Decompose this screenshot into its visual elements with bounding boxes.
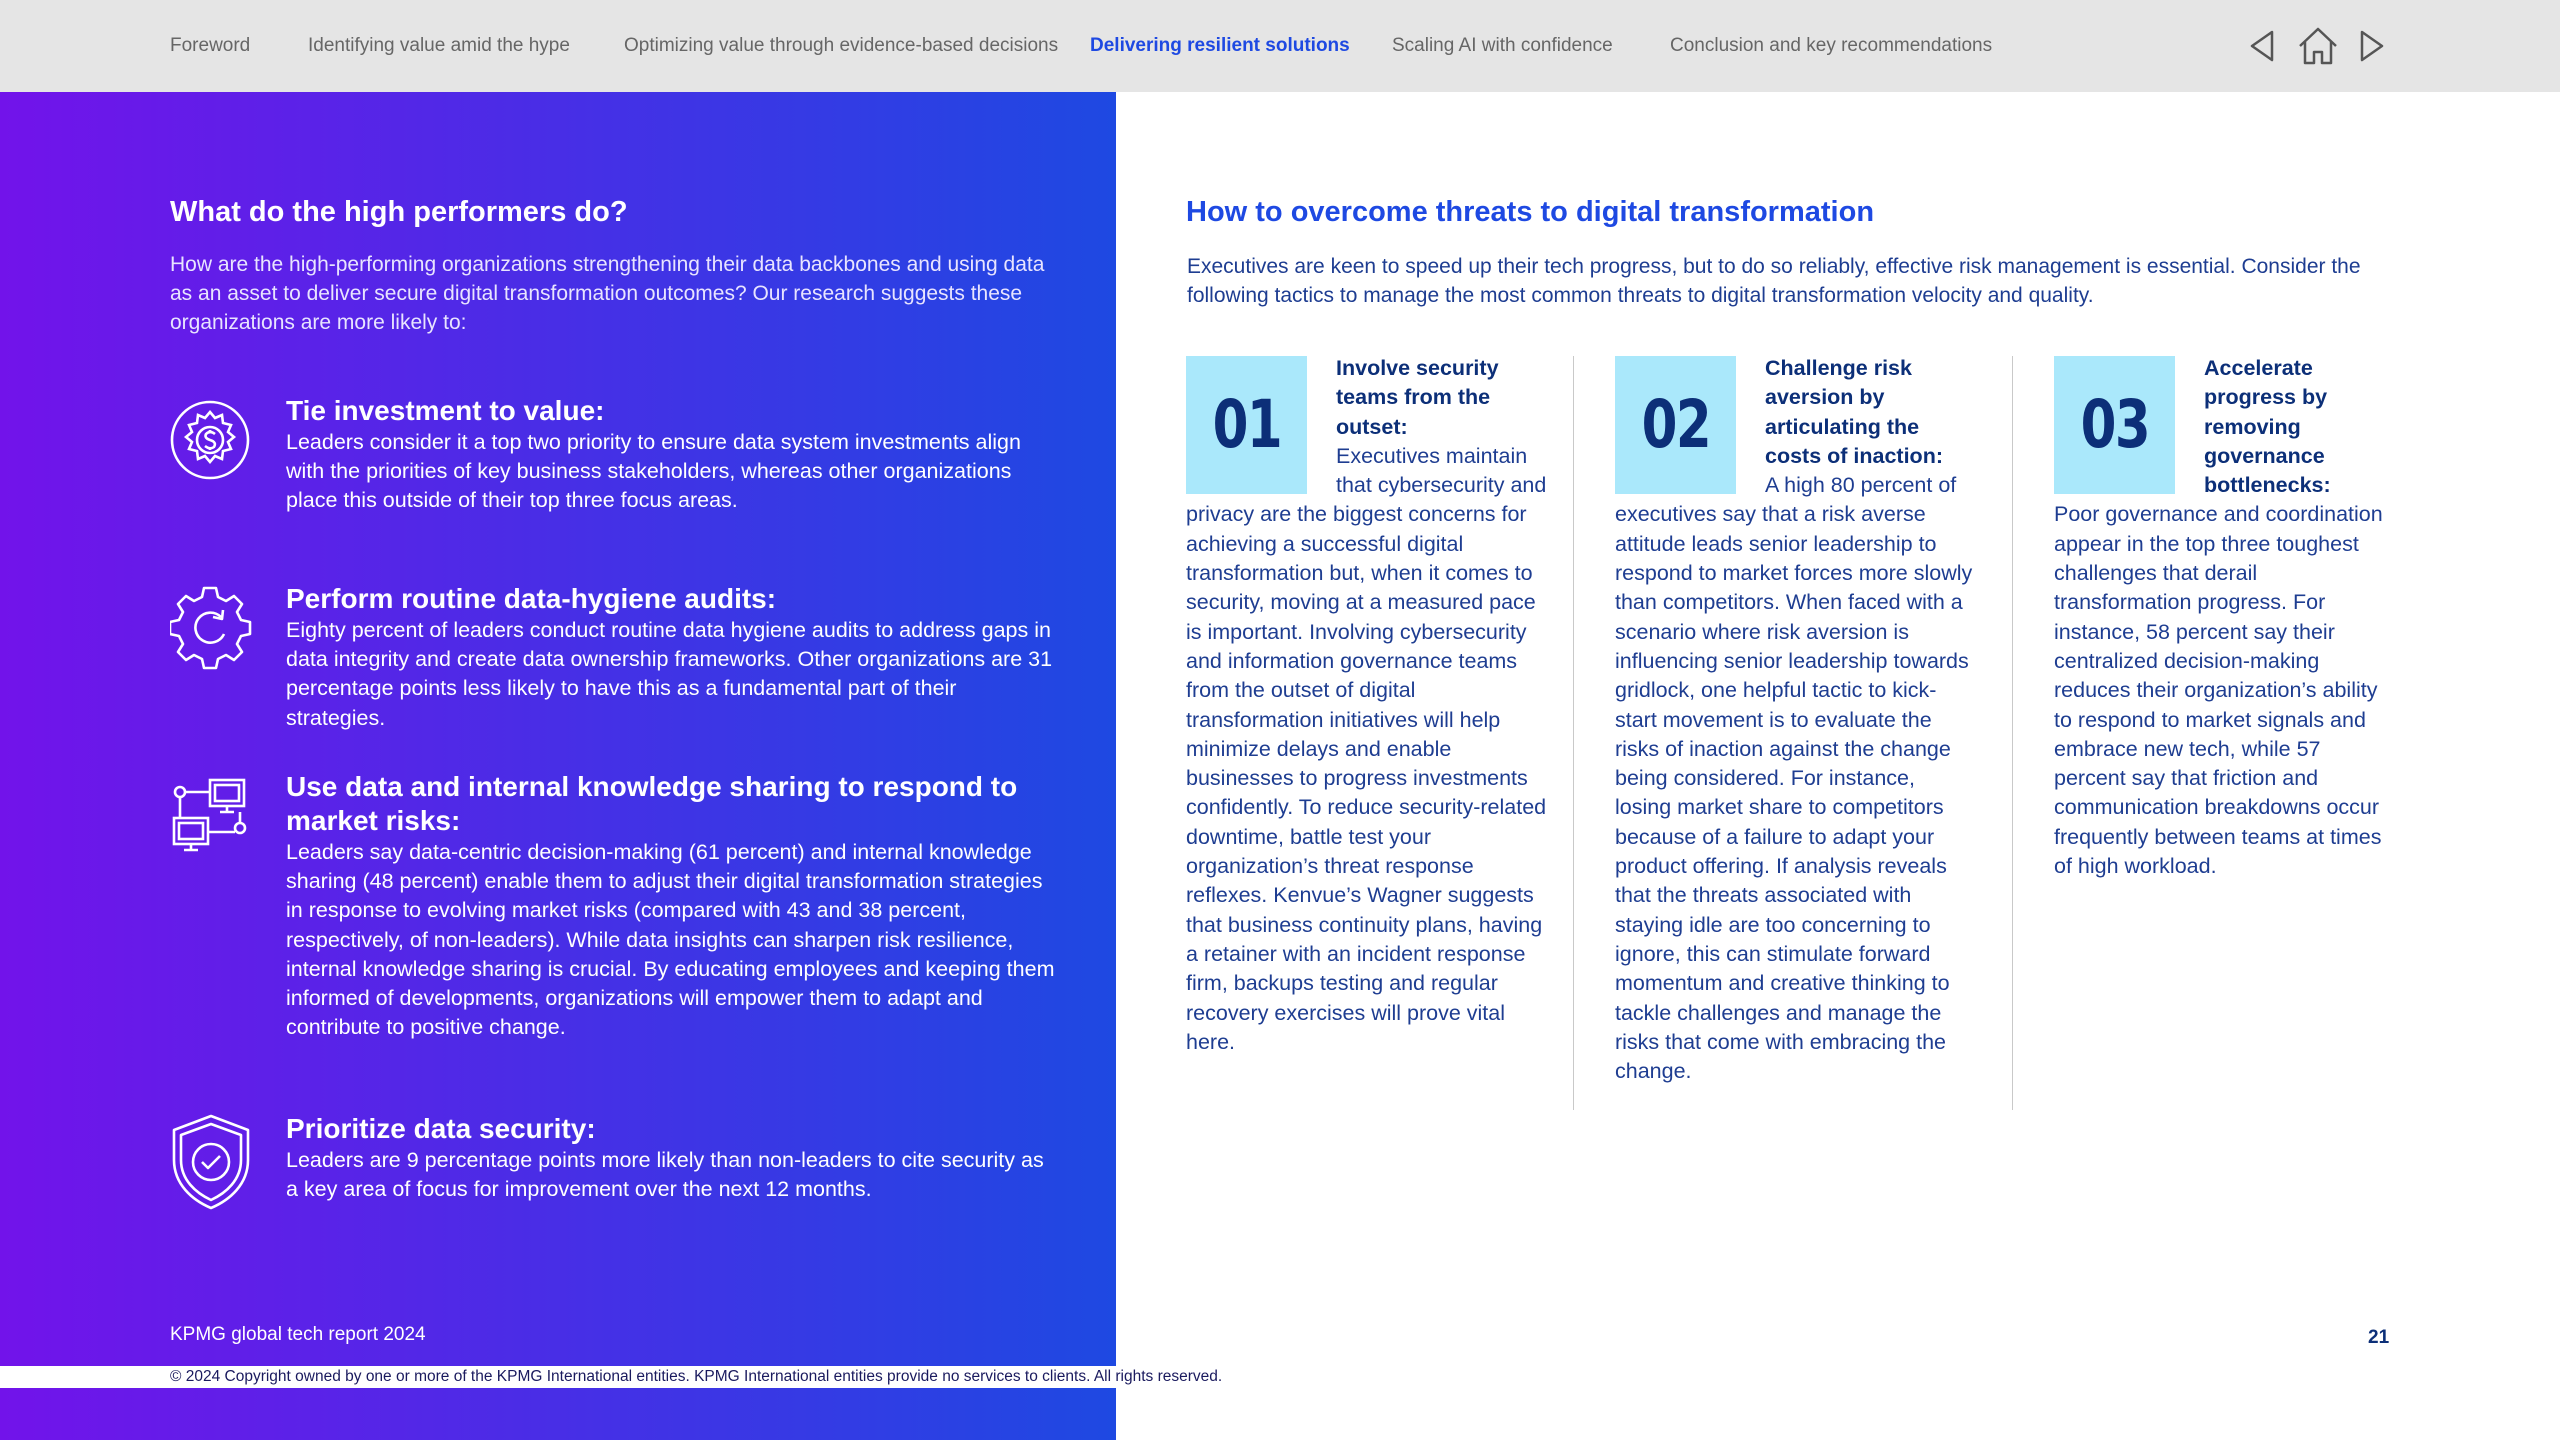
tactic-column-2: [1615, 354, 1977, 1086]
right-title: How to overcome threats to digital transformation: [1186, 196, 1875, 228]
right-intro: Executives are keen to speed up their tech progress, but to do so reliably, effective risk management is essential. Consider the following tactics to manage the most common threats to digital transformation velocity and quality.: [1187, 255, 2361, 307]
tactic-2-body: A high 80 percent of executives say that a risk averse attitude leads senior leadership to respond to market forces more slowly than competitors. When faced with a scenario where risk aversion is influencing senior leadership towards gridlock, one helpful tactic to kick-start movement is to evaluate the risks of inaction against the change being considered. For instance, losing market share to competitors because of a failure to adapt your product offering. If analysis reveals that the threats associated with staying idle are too concerning to ignore, this can stimulate forward momentum and creative thinking to tackle challenges and manage the risks that come with embracing the change.: [1615, 473, 1973, 1084]
left-panel: [0, 92, 1116, 1440]
top-navigation: [0, 0, 2560, 92]
tactic-3-heading: Accelerate progress by removing governance bottlenecks:: [2204, 356, 2331, 498]
tactic-number-box-3: [2054, 356, 2175, 494]
money-gear-icon: [170, 394, 252, 486]
column-divider-1: [1573, 356, 1574, 1110]
tactic-number-2: 02: [1641, 386, 1710, 464]
tactic-3-body: Poor governance and coordination appear in the top three toughest challenges that derail transformation progress. For instance, 58 percent say their centralized decision-making reduces their organization’s ability to respond to market signals and embrace new tech, while 57 percent say that friction and communication breakdowns occur frequently between teams at times of high workload.: [2054, 502, 2383, 879]
network-computers-icon: [170, 770, 252, 862]
high-performer-item-2: [170, 582, 1060, 733]
nav-conclusion[interactable]: Conclusion and key recommendations: [1670, 35, 1993, 56]
tactic-column-1: [1186, 354, 1552, 1057]
item-2-body: Eighty percent of leaders conduct routine data hygiene audits to address gaps in data integrity and create data ownership frameworks. Other organizations are 31 percentage points less likely to have this as a fundamental part of their strategies.: [286, 618, 1053, 730]
high-performer-item-3: [170, 770, 1060, 1042]
left-intro: How are the high-performing organizations strengthening their data backbones and using data as an asset to deliver secure digital transformation outcomes? Our research suggests these organizations are more likely to:: [170, 253, 1045, 334]
nav-optimizing-value[interactable]: Optimizing value through evidence-based decisions: [624, 35, 1059, 56]
tactic-column-3: [2054, 354, 2384, 881]
shield-check-icon: [170, 1112, 252, 1212]
nav-identifying-value[interactable]: Identifying value amid the hype: [308, 35, 570, 56]
nav-delivering-resilient[interactable]: Delivering resilient solutions: [1090, 35, 1350, 56]
high-performer-item-4: [170, 1112, 1060, 1204]
tactic-number-box-1: [1186, 356, 1307, 494]
back-arrow-icon[interactable]: [2246, 22, 2278, 70]
item-3-body: Leaders say data-centric decision-making (61 percent) and internal knowledge sharing (48 percent) enable them to adjust their digital transformation strategies in response to evolving market risks (compared with 43 and 38 percent, respectively, of non-leaders). While data insights can sharpen risk resilience, internal knowledge sharing is crucial. By educating employees and keeping them informed of developments, organizations will empower them to adapt and contribute to positive change.: [286, 840, 1055, 1040]
refresh-gear-icon: [170, 582, 252, 674]
report-footer: KPMG global tech report 2024: [170, 1324, 426, 1345]
tactic-2-heading: Challenge risk aversion by articulating the costs of inaction:: [1765, 356, 1943, 468]
nav-foreword[interactable]: Foreword: [170, 35, 251, 56]
item-2-heading: Perform routine data-hygiene audits:: [286, 583, 777, 614]
page-number: 21: [2368, 1327, 2390, 1348]
item-4-body: Leaders are 9 percentage points more likely than non-leaders to cite security as a key area of focus for improvement over the next 12 months.: [286, 1148, 1044, 1202]
tactic-number-1: 01: [1212, 386, 1281, 464]
nav-icon-group: [2246, 22, 2396, 70]
item-4-heading: Prioritize data security:: [286, 1113, 596, 1144]
forward-arrow-icon[interactable]: [2356, 22, 2388, 70]
item-1-heading: Tie investment to value:: [286, 395, 605, 426]
copyright-text: © 2024 Copyright owned by one or more of the KPMG International entities. KPMG International entities provide no services to clients. All rights reserved.: [170, 1368, 1223, 1385]
column-divider-2: [2012, 356, 2013, 1110]
home-icon[interactable]: [2296, 22, 2340, 70]
tactic-1-heading: Involve security teams from the outset:: [1336, 356, 1499, 439]
nav-scaling-ai[interactable]: Scaling AI with confidence: [1392, 35, 1613, 56]
tactic-number-box-2: [1615, 356, 1736, 494]
tactic-number-3: 03: [2080, 386, 2149, 464]
item-3-heading: Use data and internal knowledge sharing to respond to market risks:: [286, 771, 1018, 836]
item-1-body: Leaders consider it a top two priority to ensure data system investments align with the priorities of key business stakeholders, whereas other organizations place this outside of their top three focus areas.: [286, 430, 1021, 513]
left-title: What do the high performers do?: [170, 196, 628, 228]
tactic-1-body: Executives maintain that cybersecurity and privacy are the biggest concerns for achieving a successful digital transformation but, when it comes to security, moving at a measured pace is important. Involving cybersecurity and information governance teams from the outset of digital transformation initiatives will help minimize delays and enable businesses to progress investments confidently. To reduce security-related downtime, battle test your organization’s threat response reflexes. Kenvue’s Wagner suggests that business continuity plans, having a retainer with an incident response firm, backups testing and regular recovery exercises will prove vital here.: [1186, 443, 1547, 1054]
high-performer-item-1: [170, 394, 1060, 516]
